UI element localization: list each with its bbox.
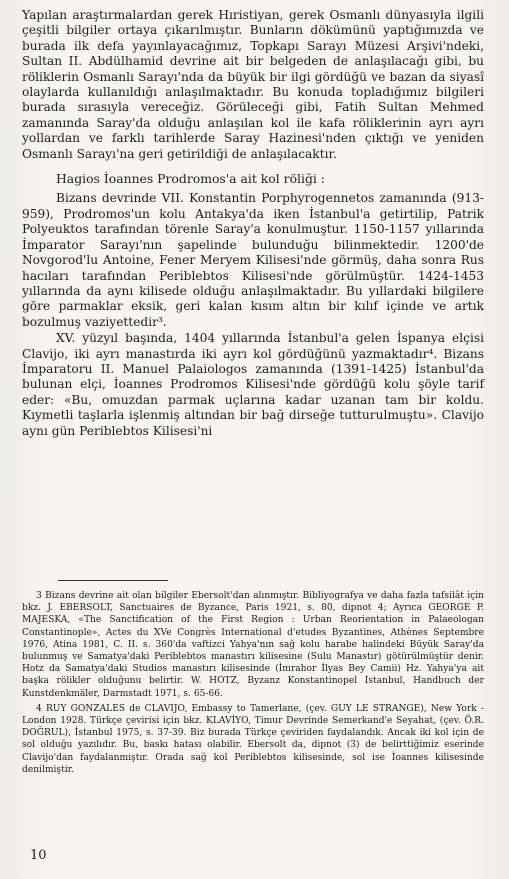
paragraph-byzantine-history: Bizans devrinde VII. Konstantin Porphyrogennetos zamanında (913-959), Prodromos'un kolu Antakya'da iken İstanbul'a getirtilip, Patrik Polyeuktos tarafından törenle Saray'a konulmuştur. 1150-1157 yıllarında İmparator Sarayı'nın şapelinde bulunduğu bilinmektedir. 1200'de Novgorod'lu Antoine, Fener Meryem Kilisesi'nde görmüş, daha sonra Rus hacıları tarafından Periblebtos Kilisesi'nde görülmüştür. 1424-1453 yıllarında da aynı kilisede olduğu anlaşılmaktadır. Bu yıllardaki bilgilere göre parmaklar eksik, geri kalan kısım altın bir kılıf içinde ve artık bozulmuş vaziyettedir³. [22,191,484,329]
paragraph-intro: Yapılan araştırmalardan gerek Hıristiyan, gerek Osmanlı dünyasıyla ilgili çeşitli bilgiler ortaya çıkarılmıştır. Bunların dökümünü yaptığımızda ve burada ilk defa yayınlayacağımız, Topkapı Sarayı Müzesi Arşivi'ndeki, Sultan II. Abdülhamid devrine ait bir belgeden de anlaşılacağı gibi, bu röliklerin Osmanlı Sarayı'nda da büyük bir ilgi gördüğü ve bazan da siyasî olaylarda kullanıldığı anlaşılmaktadır. Bu konuda topladığımız bilgileri burada sırasıyla vereceğiz. Görüleceği gibi, Fatih Sultan Mehmed zamanında Saray'da olduğu anlaşılan kol ile kafa röliklerinin ayrı ayrı yollardan ve farklı tarihlerde Saray Hazinesi'nden çıktığı ve yeniden Osmanlı Sarayı'na geri getirildiği de anlaşılacaktır. [22,8,484,161]
page-number: 10 [30,848,47,863]
footnote-4: 4 RUY GONZALES de CLAVIJO, Embassy to Tamerlane, (çev. GUY LE STRANGE), New York - London 1928. Türkçe çevirisi için bkz. KLAVİYO, Timur Devrinde Semerkand'e Seyahat, (çev. Ö.R. DOĞRUL), İstanbul 1975, s. 37-39. Biz burada Türkçe çeviriden faydalandık. Ancak iki kol için de sol olduğu yazılıdır. Bu, baskı hatası olabilir. Ebersolt da, dipnot (3) de belirttiğimiz eserinde Clavijo'dan faydalanmıştır. Orada sağ kol Periblebtos kilisesinde, sol ise İoannes kilisesinde denilmiştir. [22,703,484,775]
paragraph-clavijo: XV. yüzyıl başında, 1404 yıllarında İstanbul'a gelen İspanya elçisi Clavijo, iki ayrı manastırda iki ayrı kol gördüğünü yazmaktadır⁴. Bizans İmparatoru II. Manuel Palaiologos zamanında (1391-1425) İstanbul'da bulunan elçi, İoannes Prodromos Kilisesi'nde gördüğü kolu şöyle tarif eder: «Bu, omuzdan parmak uçlarına kadar uzanan tam bir koldu. Kıymetli taşlarla işlenmiş altından bir bağ dirseğe tutturulmuştu». Clavijo aynı gün Periblebtos Kilisesi'ni [22,331,484,438]
section-heading: Hagios İoannes Prodromos'a ait kol röliği : [56,171,325,187]
footnote-divider [58,580,168,581]
main-text [22,8,484,439]
footnotes [22,590,484,776]
footnote-3: 3 Bizans devrine ait olan bilgiler Ebersolt'dan alınmıştır. Bibliyografya ve daha fazla tafsilât için bkz. J. EBERSOLT, Sanctuaires de Byzance, Paris 1921, s. 80, dipnot 4; Ayrıca GEORGE P. MAJESKA, «The Sanctification of the First Region : Urban Reorientation in Palaeologan Constantinople», Actes du XVe Congrès International d'etudes Byzantines, Athènes Septembre 1976, Atina 1981, C. II. s. 360'da vaftizci Yahya'nın sağ kolu harabe halindeki Büyük Saray'da bulunmuş ve Samatya'daki Periblebtos manastırı kilisesine (Sulu Manastır) götürülmüştür denir. Hotz da Samatya'daki Studios manastırı kilisesinde (İmrahor İlyas Bey Camii) Hz. Yahya'ya ait başka rölikler olduğunu belirtir. W. HOTZ, Byzanz Konstantinopel Istanbul, Handbuch der Kunstdenkmäler, Darmstadt 1971, s. 65-66. [22,591,484,699]
